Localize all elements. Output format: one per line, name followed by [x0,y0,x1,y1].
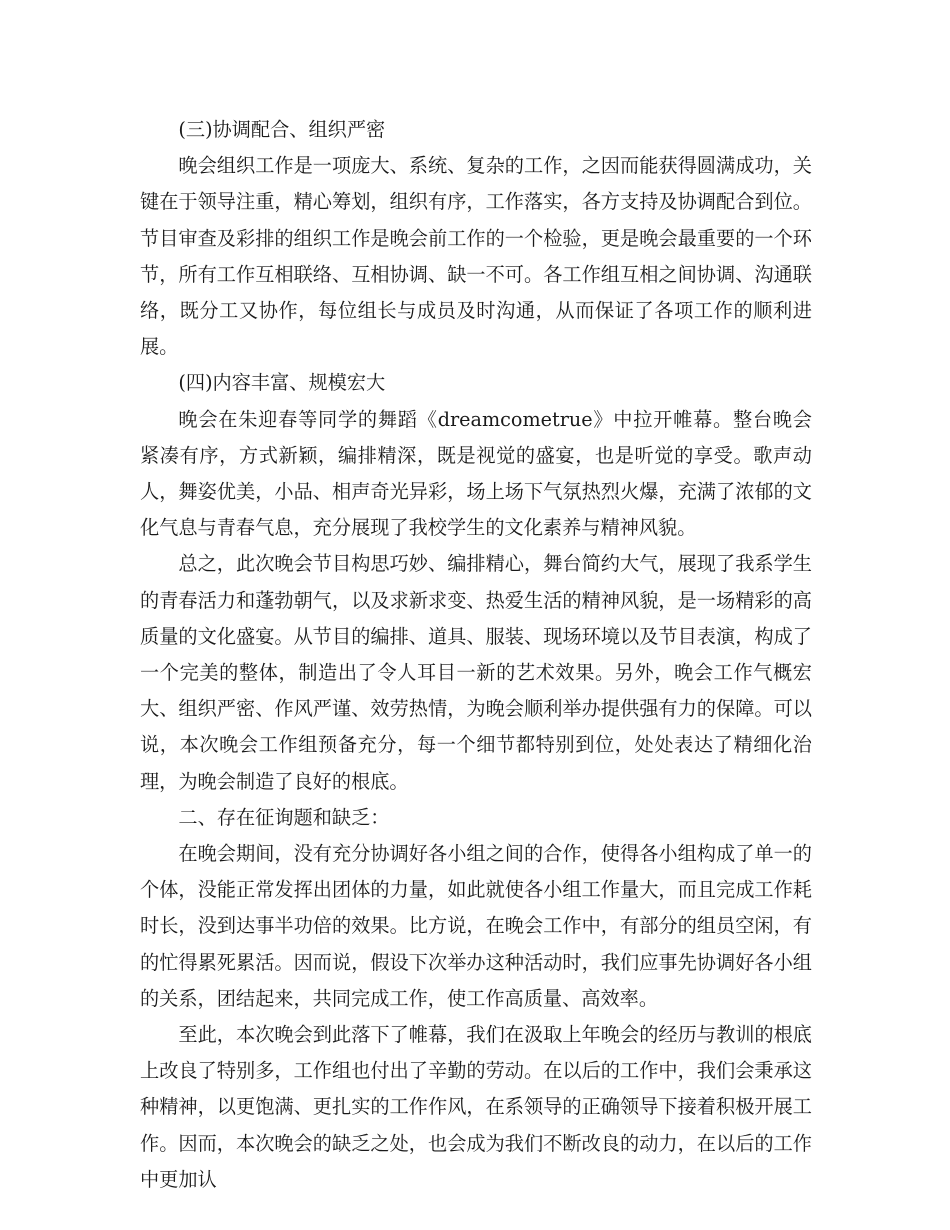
section-heading-problems: 二、存在征询题和缺乏： [178,805,390,829]
document-page [140,112,812,1198]
section-heading-content: (四)内容丰富、规模宏大 [178,371,386,395]
paragraph-coordination: 晚会组织工作是一项庞大、系统、复杂的工作，之因而能获得圆满成功，关键在于领导注重，精心筹划，组织有序，工作落实，各方支持及协调配合到位。节目审查及彩排的组织工作是晚会前工作的一个检验，更是晚会最重要的一个环节，所有工作互相联络、互相协调、缺一不可。各工作组互相之间协调、沟通联络，既分工又协作，每位组长与成员及时沟通，从而保证了各项工作的顺利进展。 [140,154,812,359]
paragraph-problems: 在晚会期间，没有充分协调好各小组之间的合作，使得各小组构成了单一的个体，没能正常发挥出团体的力量，如此就使各小组工作量大，而且完成工作耗时长，没到达事半功倍的效果。比方说，在晚会工作中，有部分的组员空闲，有的忙得累死累活。因而说，假设下次举办这种活动时，我们应事先协调好各小组的关系，团结起来，共同完成工作，使工作高质量、高效率。 [140,842,812,1010]
section-heading-coordination: (三)协调配合、组织严密 [178,118,386,141]
paragraph-conclusion: 至此，本次晚会到此落下了帷幕，我们在汲取上年晚会的经历与教训的根底上改良了特别多，工作组也付出了辛勤的劳动。在以后的工作中，我们会秉承这种精神，以更饱满、更扎实的工作作风，在系领导的正确领导下接着积极开展工作。因而，本次晚会的缺乏之处，也会成为我们不断改良的动力，在以后的工作中更加认 [140,1023,812,1191]
paragraph-summary: 总之，此次晚会节目构思巧妙、编排精心，舞台简约大气，展现了我系学生的青春活力和蓬勃朝气，以及求新求变、热爱生活的精神风貌，是一场精彩的高质量的文化盛宴。从节目的编排、道具、服装、现场环境以及节目表演，构成了一个完美的整体，制造出了令人耳目一新的艺术效果。另外，晚会工作气概宏大、组织严密、作风严谨、效劳热情，为晚会顺利举办提供强有力的保障。可以说，本次晚会工作组预备充分，每一个细节都特别到位，处处表达了精细化治理，为晚会制造了良好的根底。 [140,552,812,793]
paragraph-content: 晚会在朱迎春等同学的舞蹈《dreamcometrue》中拉开帷幕。整台晚会紧凑有序，方式新颖，编排精深，既是视觉的盛宴，也是听觉的享受。歌声动人，舞姿优美，小品、相声奇光异彩，场上场下气氛热烈火爆，充满了浓郁的文化气息与青春气息，充分展现了我校学生的文化素养与精神风貌。 [140,407,812,540]
